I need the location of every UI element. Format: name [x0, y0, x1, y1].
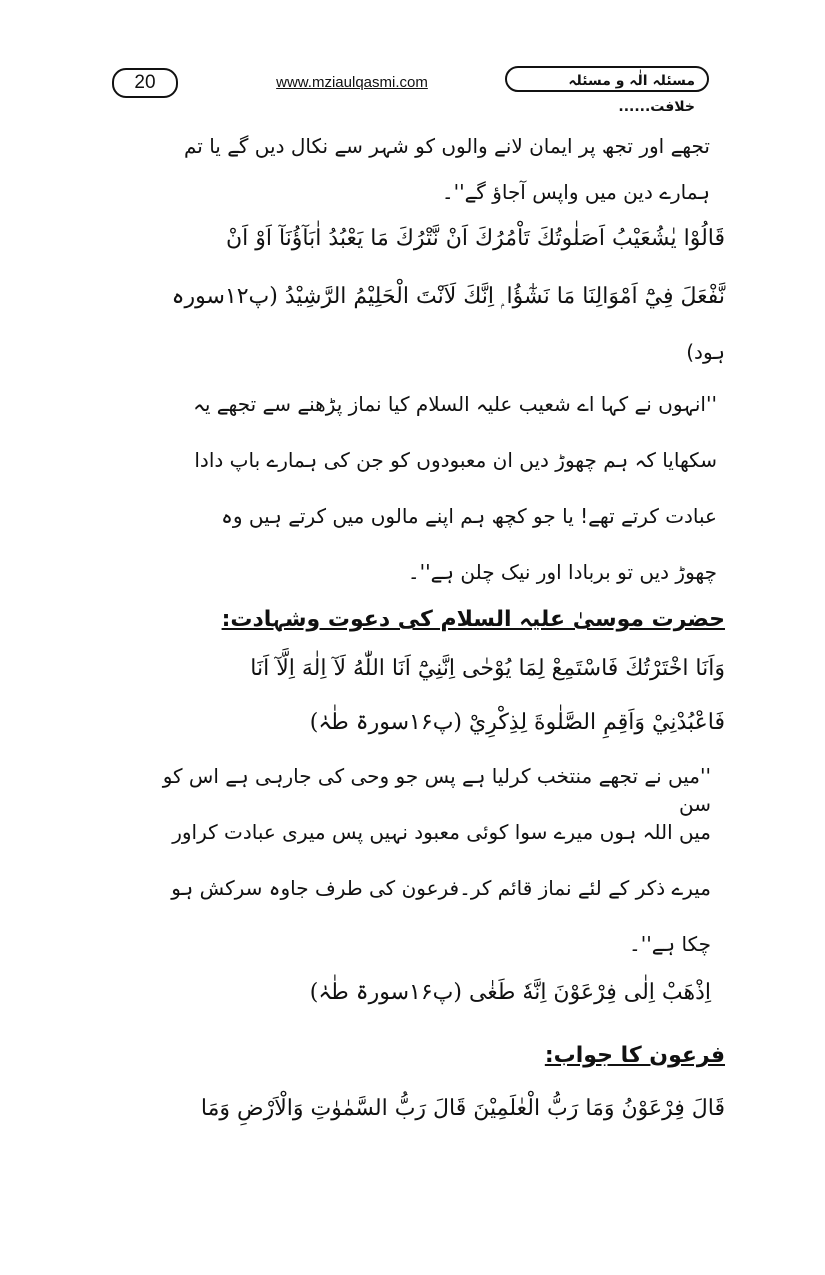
page-number: 20: [112, 68, 178, 98]
arabic-verse-line: وَاَنَا اخْتَرْتُكَ فَاسْتَمِعْ لِمَا يُوْحٰى اِنَّنِيْٓ اَنَا اللّٰهُ لَآ اِلٰهَ اِلَّآ اَنَا: [250, 656, 725, 681]
arabic-verse-line: قَالَ فِرْعَوْنُ وَمَا رَبُّ الْعٰلَمِيْنَ قَالَ رَبُّ السَّمٰوٰتِ وَالْاَرْضِ وَمَا: [200, 1096, 725, 1121]
translation-line: ''میں نے تجھے منتخب کرلیا ہے پس جو وحی کی جارہی ہے اس کو سن: [162, 764, 711, 816]
translation-line: چھوڑ دیں تو بربادا اور نیک چلن ہے''۔: [407, 560, 717, 584]
section-heading-moses: حضرت موسیٰ علیہ السلام کی دعوت وشہادت:: [221, 607, 725, 632]
verse-reference: ہود): [686, 340, 725, 364]
translation-line: عبادت کرتے تھے! یا جو کچھ ہم اپنے مالوں میں کرتے ہیں وہ: [221, 504, 717, 528]
paragraph-line: ہمارے دین میں واپس آجاؤ گے''۔: [441, 180, 710, 204]
translation-line: سکھایا کہ ہم چھوڑ دیں ان معبودوں کو جن کی ہمارے باپ دادا: [194, 448, 717, 472]
paragraph-line: تجھے اور تجھ پر ایمان لانے والوں کو شہر سے نکال دیں گے یا تم: [183, 134, 710, 158]
page-content: [150, 120, 725, 1160]
arabic-verse-line: نَّفْعَلَ فِيْٓ اَمْوَالِنَا مَا نَشٰٓؤُا ۭ اِنَّكَ لَاَنْتَ الْحَلِيْمُ الرَّشِيْدُ (پ۱۲سورہ: [171, 284, 725, 309]
book-title: مسئلہ الٰہ و مسئلہ خلافت......: [505, 66, 709, 92]
translation-line: چکا ہے''۔: [628, 932, 711, 956]
translation-line: میرے ذکر کے لئے نماز قائم کر۔فرعون کی طرف جاوہ سرکش ہو: [171, 876, 711, 900]
arabic-verse-line: اِذْهَبْ اِلٰى فِرْعَوْنَ اِنَّهٗ طَغٰى (پ۱۶سورۃ طٰہٰ): [309, 980, 711, 1005]
site-url-link[interactable]: www.mziaulqasmi.com: [276, 74, 428, 91]
section-heading-pharaoh: فرعون کا جواب:: [544, 1043, 725, 1068]
translation-line: میں اللہ ہوں میرے سوا کوئی معبود نہیں پس میری عبادت کراور: [172, 820, 711, 844]
page-header: [0, 0, 825, 115]
arabic-verse-line: فَاعْبُدْنِيْ وَاَقِمِ الصَّلٰوةَ لِذِكْرِيْ (پ۱۶سورۃ طٰہٰ): [309, 710, 725, 735]
arabic-verse-line: قَالُوْا يٰشُعَيْبُ اَصَلٰوتُكَ تَاْمُرُكَ اَنْ نَّتْرُكَ مَا يَعْبُدُ اٰبَآؤُنَآ اَوْ اَنْ: [225, 226, 725, 251]
translation-line: ''انہوں نے کہا اے شعیب علیہ السلام کیا نماز پڑھنے سے تجھے یہ: [193, 392, 717, 416]
